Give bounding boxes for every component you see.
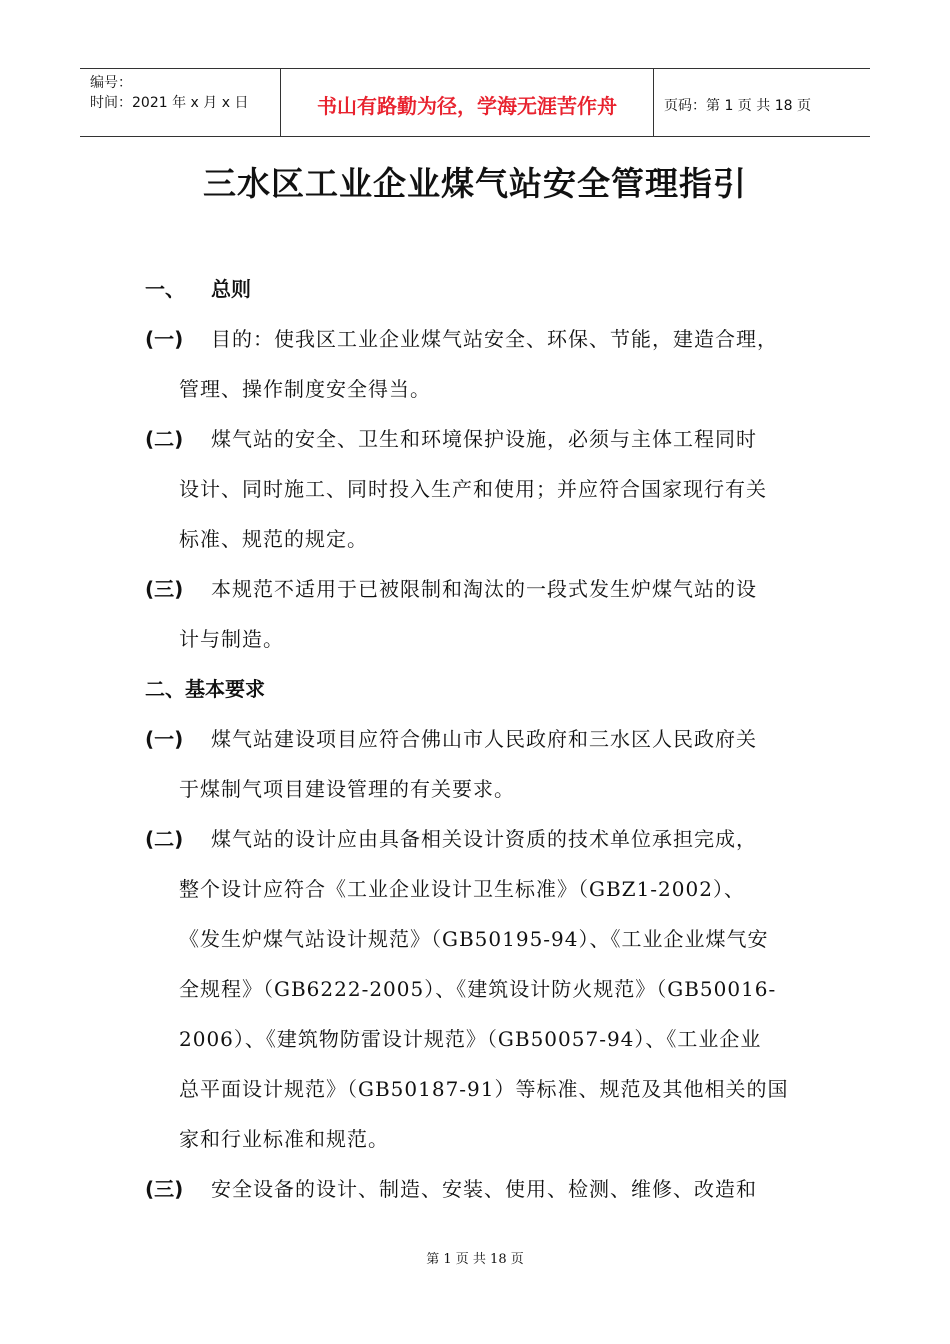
paragraph bbox=[145, 414, 825, 564]
paragraph-number: (三) bbox=[145, 1177, 184, 1201]
section-heading bbox=[145, 664, 825, 714]
paragraph-line: 于煤制气项目建设管理的有关要求。 bbox=[179, 777, 515, 801]
section-title: 基本要求 bbox=[185, 677, 265, 701]
paragraph-line: 煤气站的安全、卫生和环境保护设施，必须与主体工程同时 bbox=[211, 427, 757, 451]
paragraph-number: (一) bbox=[145, 327, 184, 351]
document-title: 三水区工业企业煤气站安全管理指引 bbox=[203, 164, 747, 203]
paragraph-line: 全规程》（GB6222-2005）、《建筑设计防火规范》（GB50016- bbox=[179, 977, 777, 1001]
paragraph-number: (三) bbox=[145, 577, 184, 601]
paragraph-line: 《发生炉煤气站设计规范》（GB50195-94）、《工业企业煤气安 bbox=[179, 927, 769, 951]
paragraph bbox=[145, 714, 825, 814]
paragraph bbox=[145, 814, 825, 1164]
section-title: 总则 bbox=[211, 277, 251, 301]
document-header bbox=[80, 68, 870, 137]
paragraph-line: 计与制造。 bbox=[179, 627, 284, 651]
header-page-info: 页码：第 1 页 共 18 页 bbox=[664, 97, 811, 114]
paragraph bbox=[145, 1164, 825, 1214]
section-heading bbox=[145, 264, 825, 314]
page-footer: 第 1 页 共 18 页 bbox=[426, 1252, 524, 1267]
paragraph-number: (二) bbox=[145, 827, 184, 851]
header-meta bbox=[80, 69, 281, 136]
paragraph-line: 总平面设计规范》（GB50187-91）等标准、规范及其他相关的国 bbox=[179, 1077, 789, 1101]
document-date-label: 时间：2021 年 x 月 x 日 bbox=[90, 95, 249, 111]
paragraph-line: 管理、操作制度安全得当。 bbox=[179, 377, 431, 401]
header-motto: 书山有路勤为径，学海无涯苦作舟 bbox=[281, 69, 654, 136]
document-number-label: 编号： bbox=[90, 75, 132, 91]
section-number: 一、 bbox=[145, 277, 185, 301]
paragraph bbox=[145, 314, 825, 414]
paragraph-line: 设计、同时施工、同时投入生产和使用；并应符合国家现行有关 bbox=[179, 477, 767, 501]
paragraph-number: (一) bbox=[145, 727, 184, 751]
section-number: 二、 bbox=[145, 677, 185, 701]
document-body bbox=[145, 264, 825, 1214]
paragraph-line: 2006）、《建筑物防雷设计规范》（GB50057-94）、《工业企业 bbox=[179, 1027, 762, 1051]
paragraph bbox=[145, 564, 825, 664]
paragraph-line: 目的：使我区工业企业煤气站安全、环保、节能，建造合理， bbox=[211, 327, 778, 351]
paragraph-line: 整个设计应符合《工业企业设计卫生标准》（GBZ1-2002）、 bbox=[179, 877, 745, 901]
paragraph-number: (二) bbox=[145, 427, 184, 451]
paragraph-line: 本规范不适用于已被限制和淘汰的一段式发生炉煤气站的设 bbox=[211, 577, 757, 601]
paragraph-line: 安全设备的设计、制造、安装、使用、检测、维修、改造和 bbox=[211, 1177, 757, 1201]
paragraph-line: 煤气站建设项目应符合佛山市人民政府和三水区人民政府关 bbox=[211, 727, 757, 751]
paragraph-line: 标准、规范的规定。 bbox=[179, 527, 368, 551]
paragraph-line: 家和行业标准和规范。 bbox=[179, 1127, 389, 1151]
paragraph-line: 煤气站的设计应由具备相关设计资质的技术单位承担完成， bbox=[211, 827, 757, 851]
